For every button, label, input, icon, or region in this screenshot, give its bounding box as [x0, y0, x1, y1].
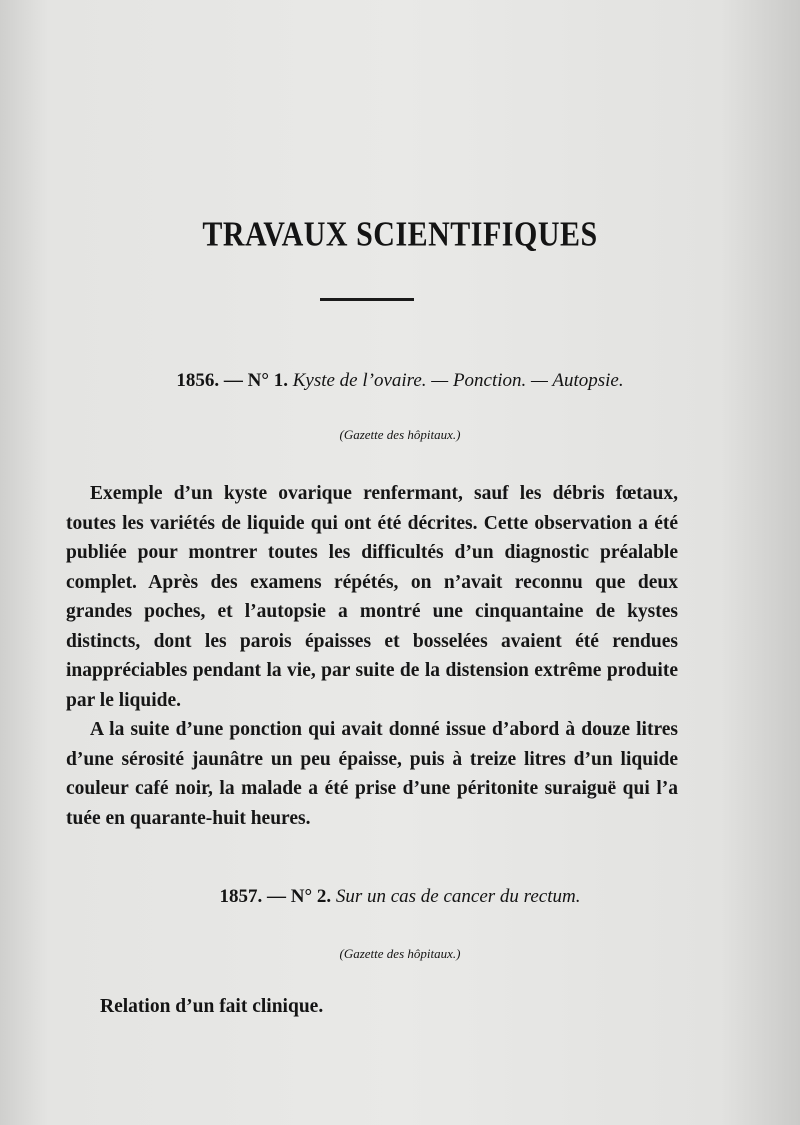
entry-1-number: 1856. — N° 1.	[176, 370, 288, 391]
page-title: TRAVAUX SCIENTIFIQUES	[202, 214, 598, 254]
entry-2-title: Sur un cas de cancer du rectum.	[335, 886, 581, 907]
bleed-through-texture	[60, 140, 720, 160]
entry-2-source: (Gazette des hôpitaux.)	[339, 946, 461, 961]
entry-2-heading	[0, 886, 800, 908]
entry-1-body	[66, 479, 678, 833]
title-divider	[320, 298, 414, 301]
entry-2-paragraph-1: Relation d’un fait clinique.	[100, 996, 324, 1017]
entry-2-number: 1857. — N° 2.	[219, 886, 332, 907]
entry-1-paragraph-2: A la suite d’une ponction qui avait donné issue d’abord à douze litres d’une sérosité jaunâtre un peu épaisse, puis à treize litres d’un liquide couleur café noir, la malade a été prise d’une péritonite suraiguë qui l’a tuée en quarante-huit heures.	[66, 719, 678, 829]
entry-1-title: Kyste de l’ovaire. — Ponction. — Autopsie.	[292, 370, 624, 391]
entry-1-source: (Gazette des hôpitaux.)	[339, 427, 461, 442]
entry-1-heading	[0, 370, 800, 392]
entry-1-paragraph-1: Exemple d’un kyste ovarique renfermant, sauf les débris fœtaux, toutes les variétés de liquide qui ont été décrites. Cette observation a été publiée pour montrer toutes les difficultés d’un diagnostic préalable complet. Après des examens répétés, on n’avait reconnu que deux grandes poches, et l’autopsie a montré une cinquantaine de kystes distincts, dont les parois épaisses et bosselées avaient été rendues inappréciables pendant la vie, par suite de la distension extrême produite par le liquide.	[66, 483, 678, 711]
